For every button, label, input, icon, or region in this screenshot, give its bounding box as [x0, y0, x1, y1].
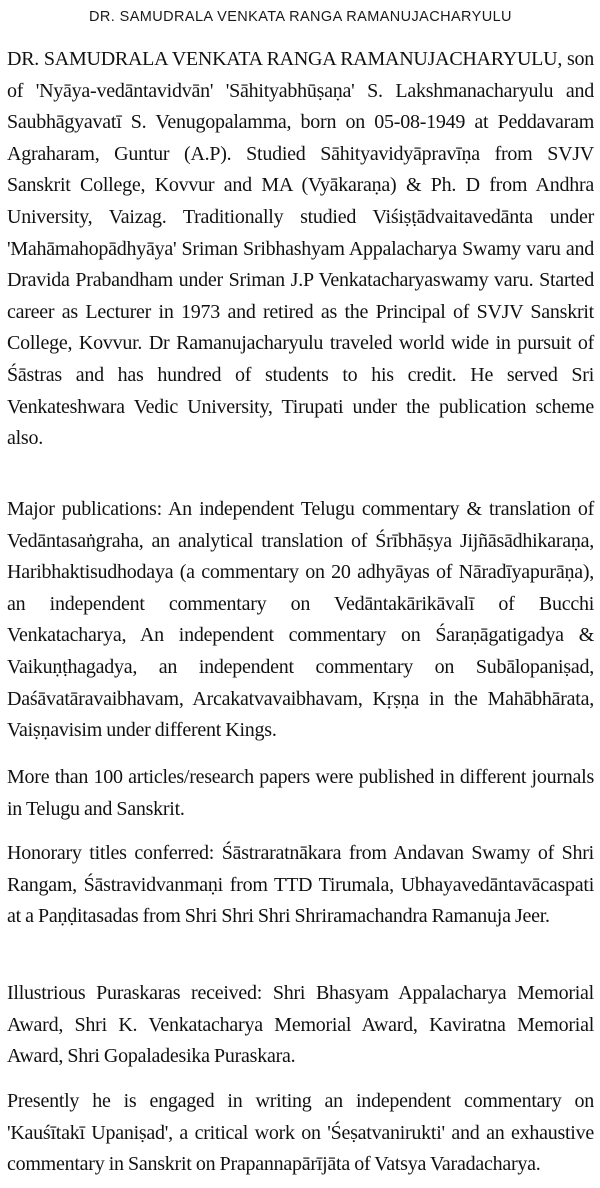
awards-paragraph: Illustrious Puraskaras received: Shri Bhasyam Appalacharya Memorial Award, Shri K. Venkatacharya Memorial Award, Kaviratna Memorial Award, Shri Gopaladesika Puraskara.	[7, 982, 594, 1068]
honorary-titles-paragraph: Honorary titles conferred: Śāstraratnākara from Andavan Swamy of Shri Rangam, Śāstravidvanmaṇi from TTD Tirumala, Ubhayavedāntavācaspati at a Paṇḍitasadas from Shri Shri Shri Shriramachandra Ramanuja Jeer.	[7, 842, 594, 928]
biography-paragraph: DR. SAMUDRALA VENKATA RANGA RAMANUJACHARYULU, son of 'Nyāya-vedāntavidvān' 'Sāhityabhūṣaṇa' S. Lakshmanacharyulu and Saubhāgyavatī S. Venugopalamma, born on 05-08-1949 at Peddavaram Agraharam, Guntur (A.P). Studied Sāhityavidyāpravīṇa from SVJV Sanskrit College, Kovvur and MA (Vyākaraṇa) & Ph. D from Andhra University, Vaizag. Traditionally studied Viśiṣṭādvaitavedānta under 'Mahāmahopādhyāya' Sriman Sribhashyam Appalacharya Swamy varu and Dravida Prabandham under Sriman J.P Venkatacharyaswamy varu. Started career as Lecturer in 1973 and retired as the Principal of SVJV Sanskrit College, Kovvur. Dr Ramanujacharyulu traveled world wide in pursuit of Śāstras and has hundred of students to his credit. He served Sri Venkateshwara Vedic University, Tirupati under the publication scheme also.	[7, 48, 594, 450]
articles-paragraph: More than 100 articles/research papers were published in different journals in Telugu and Sanskrit.	[7, 766, 594, 820]
running-header: DR. SAMUDRALA VENKATA RANGA RAMANUJACHARYULU	[89, 9, 512, 25]
current-work-paragraph: Presently he is engaged in writing an independent commentary on 'Kauśītakī Upaniṣad', a critical work on 'Śeṣatvanirukti' and an exhaustive commentary in Sanskrit on Prapannapārījāta of Vatsya Varadacharya.	[7, 1090, 594, 1176]
publications-paragraph: Major publications: An independent Telugu commentary & translation of Vedāntasaṅgraha, an analytical translation of Śrībhāṣya Jijñāsādhikaraṇa, Haribhaktisudhodaya (a commentary on 20 adhyāyas of Nāradīyapurāṇa), an independent commentary on Vedāntakārikāvalī of Bucchi Venkatacharya, An independent commentary on Śaraṇāgatigadya & Vaikuṇṭhagadya, an independent commentary on Subālopaniṣad, Daśāvatāravaibhavam, Arcakatvavaibhavam, Kṛṣṇa in the Mahābhārata, Vaiṣṇavisim under different Kings.	[7, 498, 594, 742]
